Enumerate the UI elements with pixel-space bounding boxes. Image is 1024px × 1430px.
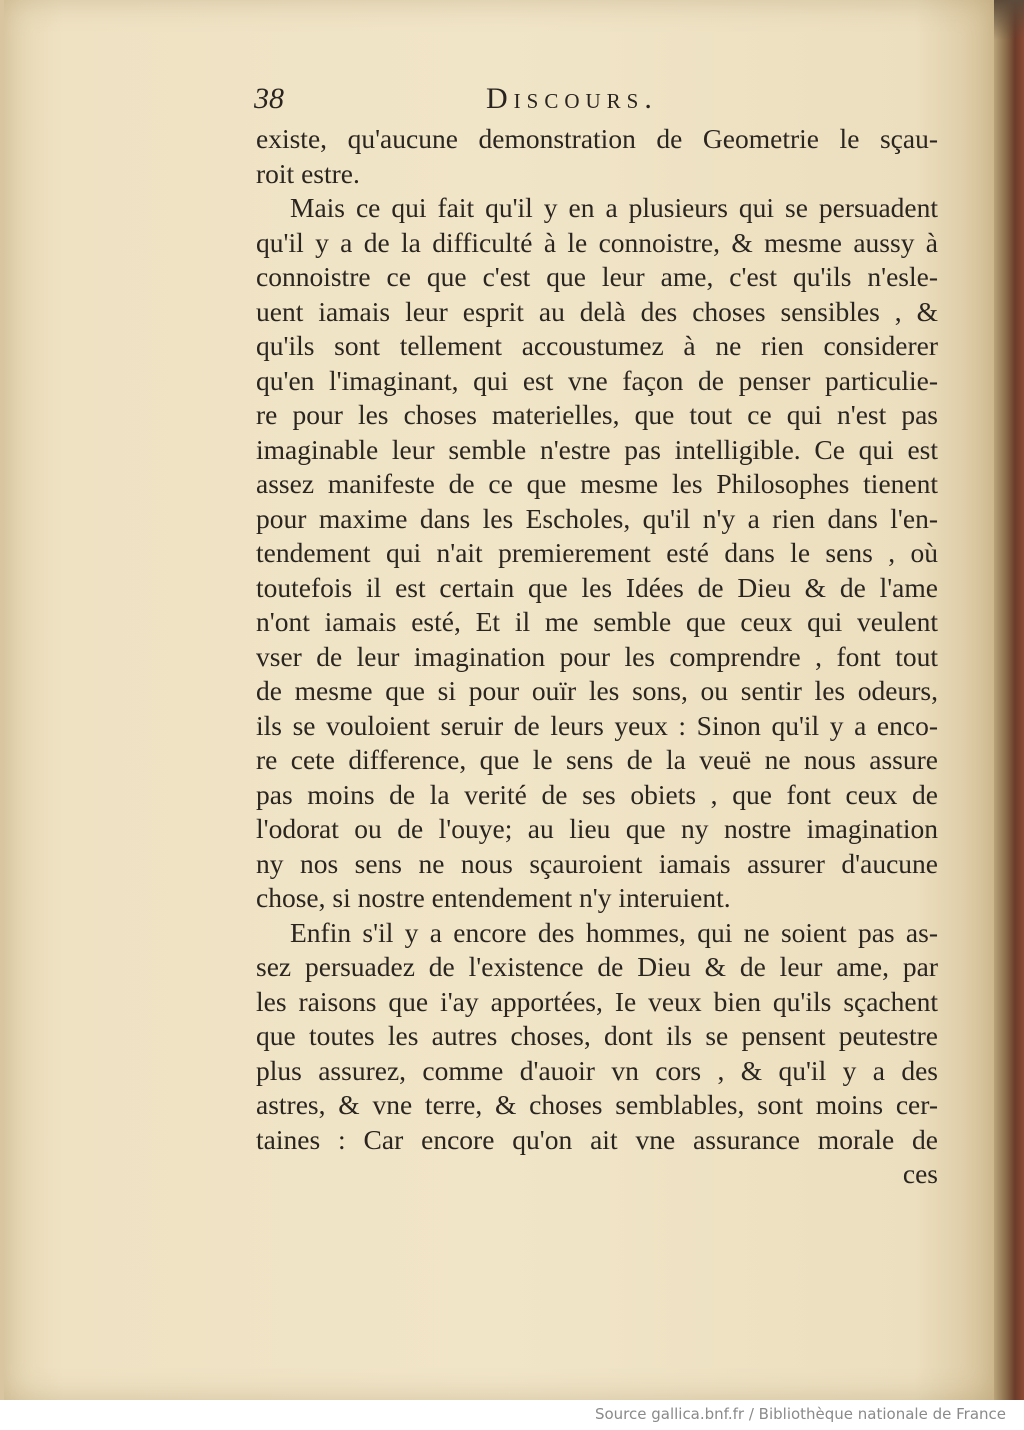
text-line: qu'en l'imaginant, qui est vne façon de penser particulie- [256, 364, 938, 396]
text-line: re cete difference, que le sens de la veuë ne nous assure [256, 744, 938, 775]
text-line: qu'ils sont tellement accoustumez à ne rien considerer [256, 330, 938, 361]
text-line: les raisons que i'ay apportées, Ie veux bien qu'ils sçachent [256, 985, 938, 1017]
text-line: existe, qu'aucune demonstration de Geometrie le sçau- [256, 123, 938, 154]
text-line: pour maxime dans les Escholes, qu'il n'y a rien dans l'en- [256, 502, 938, 534]
text-line: pas moins de la verité de ses obiets , que font ceux de [256, 778, 938, 810]
text-line: imaginable leur semble n'estre pas intelligible. Ce qui est [256, 433, 938, 465]
text-line: tendement qui n'ait premierement esté dans le sens , où [256, 537, 938, 568]
text-line: toutefois il est certain que les Idées de Dieu & de l'ame [256, 571, 938, 603]
text-line: chose, si nostre entendement n'y interuient. [256, 882, 731, 913]
text-line: Mais ce qui fait qu'il y en a plusieurs qui se persuadent [290, 192, 938, 223]
book-page-edge [994, 0, 1024, 1400]
source-credit: Source gallica.bnf.fr / Bibliothèque nationale de France [594, 1405, 1006, 1423]
text-line: roit estre. [256, 157, 360, 189]
page-header [254, 82, 944, 122]
text-line: re pour les choses materielles, que tout ce qui n'est pas [256, 399, 938, 430]
catchword: ces [902, 1158, 938, 1189]
text-line: assez manifeste de ce que mesme les Philosophes tienent [256, 468, 938, 499]
text-line: qu'il y a de la difficulté à le connoistre, & mesme aussy à [256, 226, 938, 258]
body-text [256, 122, 938, 1192]
text-line: n'ont iamais esté, Et il me semble que ceux qui veulent [256, 606, 938, 637]
text-line: que toutes les autres choses, dont ils se pensent peutestre [256, 1020, 938, 1051]
text-line: astres, & vne terre, & choses semblables, sont moins cer- [256, 1089, 938, 1120]
book-spine-shadow [994, 0, 1024, 40]
running-head: Discours. [486, 82, 658, 115]
text-line: ny nos sens ne nous sçauroient iamais assurer d'aucune [256, 847, 938, 879]
page-number: 38 [254, 82, 284, 115]
text-line: de mesme que si pour ouïr les sons, ou sentir les odeurs, [256, 675, 938, 706]
text-line: ils se vouloient seruir de leurs yeux : Sinon qu'il y a enco- [256, 709, 938, 741]
text-line: Enfin s'il y a encore des hommes, qui ne soient pas as- [290, 916, 938, 948]
text-line: taines : Car encore qu'on ait vne assurance morale de [256, 1123, 938, 1155]
text-line: connoistre ce que c'est que leur ame, c'est qu'ils n'esle- [256, 261, 938, 292]
text-line: vser de leur imagination pour les comprendre , font tout [256, 640, 938, 672]
text-line: plus assurez, comme d'auoir vn cors , & qu'il y a des [256, 1054, 938, 1086]
text-line: l'odorat ou de l'ouye; au lieu que ny nostre imagination [256, 813, 938, 844]
text-line: uent iamais leur esprit au delà des choses sensibles , & [256, 295, 938, 327]
text-line: sez persuadez de l'existence de Dieu & de leur ame, par [256, 951, 938, 982]
book-page [4, 0, 994, 1400]
